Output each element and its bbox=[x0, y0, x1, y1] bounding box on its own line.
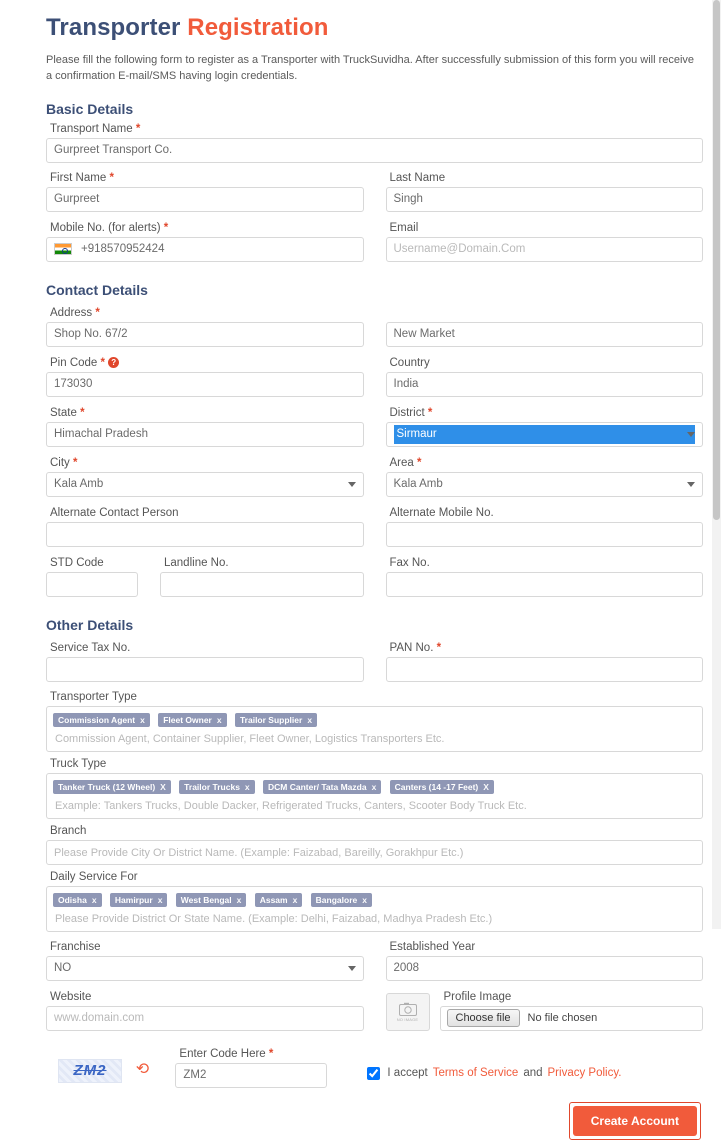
label-last-name: Last Name bbox=[389, 171, 446, 184]
remove-tag-icon[interactable]: x bbox=[244, 781, 250, 792]
label-text: Mobile No. (for alerts) bbox=[50, 221, 161, 234]
label-mobile bbox=[50, 222, 364, 234]
camera-icon bbox=[399, 1002, 417, 1016]
daily-service-tagbox[interactable] bbox=[46, 886, 703, 932]
website-input[interactable] bbox=[46, 1006, 364, 1031]
file-status-text: No file chosen bbox=[527, 1012, 598, 1025]
franchise-select[interactable]: NO bbox=[46, 956, 364, 981]
required-marker: * bbox=[95, 306, 100, 319]
row-website-profile bbox=[46, 988, 703, 1037]
col-fax bbox=[386, 554, 704, 603]
page-title-accent: Registration bbox=[187, 14, 329, 41]
required-marker: * bbox=[109, 171, 114, 184]
district-select[interactable] bbox=[386, 422, 704, 447]
and-text: and bbox=[523, 1067, 543, 1080]
remove-tag-icon[interactable]: x bbox=[307, 714, 313, 725]
label-alt-person: Alternate Contact Person bbox=[50, 506, 179, 519]
row-tax-pan bbox=[46, 639, 703, 688]
pincode-input[interactable] bbox=[46, 372, 364, 397]
tag-item[interactable] bbox=[235, 713, 317, 727]
label-fax: Fax No. bbox=[389, 556, 430, 569]
truck-type-tagbox[interactable] bbox=[46, 773, 703, 819]
row-city-area bbox=[46, 454, 703, 503]
captcha-row bbox=[46, 1045, 703, 1088]
col-std bbox=[46, 554, 138, 603]
col-left-phone bbox=[46, 554, 364, 603]
remove-tag-icon[interactable]: x bbox=[140, 714, 145, 725]
label-text: First Name bbox=[50, 171, 107, 184]
refresh-icon[interactable]: ⟳ bbox=[136, 1060, 150, 1078]
col-website bbox=[46, 988, 364, 1037]
page-title-main: Transporter bbox=[46, 14, 181, 41]
label-text: Transport Name bbox=[50, 122, 133, 135]
label-transport-name bbox=[50, 123, 703, 135]
tag-label: Trailor Trucks bbox=[184, 781, 240, 792]
row-alternate bbox=[46, 504, 703, 553]
privacy-policy-link[interactable]: Privacy Policy. bbox=[547, 1067, 622, 1080]
required-marker: * bbox=[268, 1047, 274, 1060]
label-state bbox=[50, 407, 364, 419]
remove-tag-icon[interactable]: x bbox=[292, 894, 298, 905]
section-title-basic: Basic Details bbox=[46, 100, 134, 117]
label-profile-image: Profile Image bbox=[443, 990, 512, 1003]
city-select-wrap bbox=[46, 472, 364, 497]
pan-input[interactable] bbox=[386, 657, 704, 682]
col-alt-person bbox=[46, 504, 364, 553]
label-landline: Landline No. bbox=[164, 556, 229, 569]
label-text: City bbox=[50, 456, 70, 469]
remove-tag-icon[interactable]: x bbox=[236, 894, 242, 905]
accept-text: I accept bbox=[387, 1067, 428, 1080]
transport-name-input[interactable] bbox=[46, 138, 703, 163]
label-text: Area bbox=[389, 456, 414, 469]
label-established-year: Established Year bbox=[389, 940, 476, 953]
tag-label: Odisha bbox=[58, 894, 87, 905]
label-first-name bbox=[50, 172, 364, 184]
col-address2 bbox=[386, 304, 704, 353]
mobile-input-wrap bbox=[46, 237, 364, 262]
truck-type-hint: Example: Tankers Trucks, Double Dacker, Refrigerated Trucks, Canters, Scooter Body Truck Etc. bbox=[55, 799, 527, 812]
col-last-name bbox=[386, 169, 704, 218]
label-service-tax: Service Tax No. bbox=[50, 641, 131, 654]
tag-item[interactable] bbox=[263, 780, 381, 794]
field-branch bbox=[46, 825, 703, 865]
row-name bbox=[46, 169, 703, 218]
label-text: Address bbox=[50, 306, 93, 319]
no-image-caption: NO IMAGE bbox=[396, 1016, 419, 1022]
tag-label: Assam bbox=[259, 894, 288, 905]
col-pincode bbox=[46, 354, 364, 403]
transporter-type-tagbox[interactable] bbox=[46, 706, 703, 752]
col-profile-image bbox=[386, 988, 704, 1037]
label-address-line2 bbox=[390, 307, 704, 319]
label-email: Email bbox=[389, 221, 419, 234]
tag-item[interactable] bbox=[53, 893, 102, 907]
area-select-wrap bbox=[386, 472, 704, 497]
page-title bbox=[46, 14, 703, 42]
terms-acceptance bbox=[367, 1067, 621, 1080]
tag-label: Commission Agent bbox=[58, 714, 136, 725]
col-city bbox=[46, 454, 364, 503]
create-account-button[interactable]: Create Account bbox=[573, 1106, 697, 1136]
field-transport-name bbox=[46, 123, 703, 163]
established-year-input[interactable] bbox=[386, 956, 704, 981]
col-area bbox=[386, 454, 704, 503]
required-marker: * bbox=[427, 406, 433, 419]
choose-file-button[interactable]: Choose file bbox=[447, 1009, 520, 1027]
row-contactinfo bbox=[46, 219, 703, 268]
label-alt-mobile: Alternate Mobile No. bbox=[389, 506, 494, 519]
label-district bbox=[390, 407, 704, 419]
label-country: Country bbox=[389, 356, 430, 369]
daily-service-hint: Please Provide District Or State Name. (Example: Delhi, Faizabad, Madhya Pradesh Etc.) bbox=[55, 912, 493, 925]
required-marker: * bbox=[417, 456, 422, 469]
tag-label: Trailor Supplier bbox=[239, 714, 303, 725]
tag-item[interactable] bbox=[176, 893, 247, 907]
tag-label: West Bengal bbox=[180, 894, 232, 905]
captcha-image: ZM2 bbox=[58, 1059, 122, 1083]
col-mobile bbox=[46, 219, 364, 268]
district-select-wrap bbox=[386, 422, 704, 447]
branch-input[interactable]: Please Provide City Or District Name. (Example: Faizabad, Bareilly, Gorakhpur Etc.) bbox=[46, 840, 703, 865]
std-code-input[interactable] bbox=[46, 572, 138, 597]
field-daily-service bbox=[46, 871, 703, 932]
scrollbar-thumb[interactable] bbox=[713, 0, 720, 520]
transporter-type-hint: Commission Agent, Container Supplier, Fleet Owner, Logistics Transporters Etc. bbox=[55, 732, 445, 745]
area-select[interactable]: Kala Amb bbox=[386, 472, 704, 497]
label-transporter-type: Transporter Type bbox=[50, 690, 137, 703]
tag-label: Fleet Owner bbox=[163, 714, 212, 725]
field-transporter-type bbox=[46, 691, 703, 752]
help-icon[interactable]: ? bbox=[108, 357, 119, 368]
row-franchise-year bbox=[46, 938, 703, 987]
profile-image-row bbox=[386, 988, 704, 1031]
tag-item[interactable] bbox=[179, 780, 254, 794]
col-pan bbox=[386, 639, 704, 688]
label-std: STD Code bbox=[50, 556, 104, 569]
col-landline bbox=[160, 554, 364, 603]
required-marker: * bbox=[135, 122, 141, 135]
address-line1-input[interactable] bbox=[46, 322, 364, 347]
page-scrollbar[interactable] bbox=[712, 0, 721, 929]
fax-input[interactable] bbox=[386, 572, 704, 597]
mobile-input[interactable] bbox=[46, 237, 364, 262]
captcha-field bbox=[175, 1045, 327, 1088]
label-truck-type: Truck Type bbox=[50, 757, 107, 770]
label-text: District bbox=[389, 406, 425, 419]
col-email bbox=[386, 219, 704, 268]
tag-item[interactable] bbox=[53, 780, 171, 794]
label-text: Pin Code bbox=[50, 356, 98, 369]
col-address1 bbox=[46, 304, 364, 353]
tag-item[interactable] bbox=[158, 713, 226, 727]
label-captcha bbox=[179, 1048, 327, 1060]
country-input[interactable] bbox=[386, 372, 704, 397]
row-state-district bbox=[46, 404, 703, 453]
col-state bbox=[46, 404, 364, 453]
label-daily-service: Daily Service For bbox=[50, 870, 138, 883]
tag-label: Canters (14 -17 Feet) bbox=[394, 781, 479, 792]
label-text: State bbox=[50, 406, 77, 419]
tag-item[interactable] bbox=[390, 780, 494, 794]
remove-tag-icon[interactable]: x bbox=[371, 781, 377, 792]
remove-tag-icon[interactable]: x bbox=[362, 894, 367, 905]
terms-of-service-link[interactable]: Terms of Service bbox=[432, 1067, 519, 1080]
last-name-input[interactable] bbox=[386, 187, 704, 212]
label-city bbox=[50, 457, 364, 469]
tag-label: Tanker Truck (12 Wheel) bbox=[58, 781, 156, 792]
row-pincode-country bbox=[46, 354, 703, 403]
label-text: Enter Code Here bbox=[179, 1047, 266, 1060]
label-franchise: Franchise bbox=[50, 940, 101, 953]
address-line2-input[interactable] bbox=[386, 322, 704, 347]
alt-mobile-input[interactable] bbox=[386, 522, 704, 547]
remove-tag-icon[interactable]: x bbox=[216, 714, 222, 725]
label-pincode bbox=[50, 357, 364, 369]
submit-row bbox=[46, 1102, 703, 1140]
remove-tag-icon[interactable]: x bbox=[91, 894, 97, 905]
district-selected-value: Sirmaur bbox=[394, 425, 696, 444]
required-marker: * bbox=[80, 406, 85, 419]
label-pan bbox=[390, 642, 704, 654]
required-marker: * bbox=[100, 356, 105, 369]
section-title-other: Other Details bbox=[46, 616, 134, 633]
col-established bbox=[386, 938, 704, 987]
tag-label: Bangalore bbox=[315, 894, 358, 905]
service-tax-input[interactable] bbox=[46, 657, 364, 682]
label-text: PAN No. bbox=[389, 641, 434, 654]
intro-text: Please fill the following form to register as a Transporter with TruckSuvidha. After successfully submission of this form you will receive a confirmation E-mail/SMS having login credentials. bbox=[46, 54, 695, 82]
tag-item[interactable] bbox=[53, 713, 150, 727]
section-title-contact: Contact Details bbox=[46, 281, 148, 298]
profile-file-area bbox=[440, 988, 704, 1031]
city-select[interactable]: Kala Amb bbox=[46, 472, 364, 497]
state-input[interactable] bbox=[46, 422, 364, 447]
row-address bbox=[46, 304, 703, 353]
label-address bbox=[50, 307, 364, 319]
remove-tag-icon[interactable]: x bbox=[157, 894, 163, 905]
label-branch: Branch bbox=[50, 824, 87, 837]
col-franchise bbox=[46, 938, 364, 987]
label-website: Website bbox=[50, 990, 92, 1003]
field-truck-type bbox=[46, 758, 703, 819]
submit-focus-outline bbox=[569, 1102, 701, 1140]
tag-label: DCM Canter/ Tata Mazda bbox=[268, 781, 367, 792]
col-district bbox=[386, 404, 704, 453]
tag-item[interactable] bbox=[255, 893, 303, 907]
landline-input[interactable] bbox=[160, 572, 364, 597]
email-input[interactable] bbox=[386, 237, 704, 262]
tag-item[interactable] bbox=[110, 893, 168, 907]
accept-terms-checkbox[interactable] bbox=[367, 1067, 380, 1080]
tag-label: Hamirpur bbox=[114, 894, 153, 905]
required-marker: * bbox=[163, 221, 169, 234]
tag-item[interactable] bbox=[311, 893, 372, 907]
required-marker: * bbox=[436, 641, 442, 654]
col-service-tax bbox=[46, 639, 364, 688]
profile-image-preview bbox=[386, 993, 430, 1031]
captcha-input[interactable] bbox=[175, 1063, 327, 1088]
india-flag-icon bbox=[54, 243, 72, 255]
remove-tag-icon[interactable]: X bbox=[160, 781, 166, 792]
alt-contact-person-input[interactable] bbox=[46, 522, 364, 547]
row-phone-fax bbox=[46, 554, 703, 603]
remove-tag-icon[interactable]: X bbox=[483, 781, 489, 792]
required-marker: * bbox=[73, 456, 78, 469]
col-country bbox=[386, 354, 704, 403]
first-name-input[interactable] bbox=[46, 187, 364, 212]
col-first-name bbox=[46, 169, 364, 218]
file-input-control[interactable] bbox=[440, 1006, 704, 1031]
col-alt-mobile bbox=[386, 504, 704, 553]
franchise-select-wrap bbox=[46, 956, 364, 981]
label-area bbox=[390, 457, 704, 469]
